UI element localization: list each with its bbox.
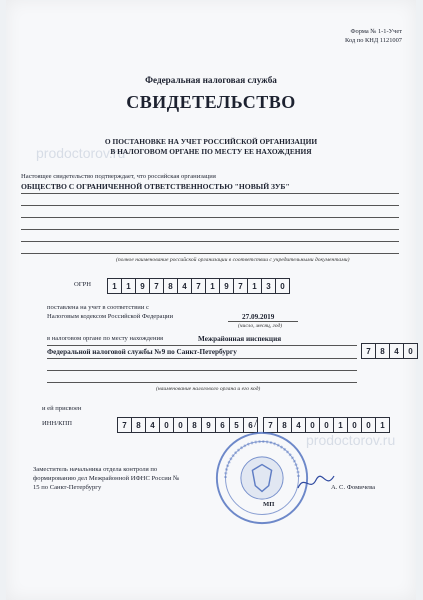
ogrn-digit: 0 [275, 278, 290, 294]
ogrn-digit: 1 [205, 278, 220, 294]
document-subtitle-2: В НАЛОГОВОМ ОРГАНЕ ПО МЕСТУ ЕЕ НАХОЖДЕНИЯ [110, 147, 312, 156]
ogrn-digit: 1 [121, 278, 136, 294]
certificate-document [6, 0, 416, 600]
rule [47, 370, 357, 371]
document-subtitle-1: О ПОСТАНОВКЕ НА УЧЕТ РОССИЙСКОЙ ОРГАНИЗАЦИИ [104, 137, 318, 146]
kpp-digit: 4 [291, 417, 306, 433]
ogrn-digit: 1 [247, 278, 262, 294]
ogrn-digit: 7 [149, 278, 164, 294]
date-caption: (число, месяц, год) [238, 323, 283, 329]
ogrn-digit: 1 [107, 278, 122, 294]
rule [228, 321, 298, 322]
kpp-digit: 0 [319, 417, 334, 433]
authority-name-2: Федеральной налоговой службы №9 по Санкт-Петербургу [47, 348, 237, 356]
inn-digit: 0 [173, 417, 188, 433]
authority-caption: (наименование налогового органа и его код) [156, 386, 261, 392]
rule [21, 229, 399, 230]
knd-code: Код по КНД 1121007 [345, 36, 402, 44]
inn-digit: 6 [243, 417, 258, 433]
organization-name: ОБЩЕСТВО С ОГРАНИЧЕННОЙ ОТВЕТСТВЕННОСТЬЮ "НОВЫЙ ЗУБ" [21, 182, 290, 191]
signer-title-1: Заместитель начальника отдела контроля по [33, 466, 158, 473]
seal-place-label: МП [263, 501, 275, 508]
kpp-digit: 0 [347, 417, 362, 433]
signer-title-3: 15 по Санкт-Петербургу [33, 484, 102, 491]
form-number: Форма № 1-1-Учет [350, 28, 402, 35]
rule [21, 205, 399, 206]
watermark-bottom: prodoctorov.ru [306, 432, 396, 448]
authority-name-1: Межрайонная инспекция [198, 335, 282, 343]
ogrn-digit: 8 [163, 278, 178, 294]
ogrn-boxes [108, 278, 290, 294]
rule [47, 382, 357, 383]
rule [21, 253, 399, 254]
ogrn-digit: 3 [261, 278, 276, 294]
authority-code-digit: 4 [389, 343, 404, 359]
assigned-text: и ей присвоен [42, 405, 82, 412]
inn-digit: 8 [131, 417, 146, 433]
inn-digit: 8 [187, 417, 202, 433]
rule [47, 345, 357, 346]
inn-digit: 9 [201, 417, 216, 433]
registered-text-2: Налоговым кодексом Российской Федерации [47, 313, 174, 320]
ogrn-digit: 7 [191, 278, 206, 294]
kpp-digit: 0 [305, 417, 320, 433]
kpp-digit: 0 [361, 417, 376, 433]
organization-caption: (полное наименование российской организации в соответствии с учредительными документами) [116, 257, 350, 263]
registration-date: 27.09.2019 [242, 313, 275, 321]
kpp-digit: 1 [375, 417, 390, 433]
ogrn-digit: 4 [177, 278, 192, 294]
confirm-text: Настоящее свидетельство подтверждает, что российская организация [21, 173, 216, 180]
authority-code-boxes [362, 343, 418, 359]
kpp-digit: 8 [277, 417, 292, 433]
authority-label: в налоговом органе по месту нахождения [47, 335, 164, 342]
ogrn-digit: 9 [135, 278, 150, 294]
signature-scribble [296, 470, 336, 494]
registered-text-1: поставлена на учет в соответствии с [47, 304, 149, 311]
authority-code-digit: 0 [403, 343, 418, 359]
inn-digit: 0 [159, 417, 174, 433]
rule [21, 217, 399, 218]
signer-name: А. С. Фомичева [331, 484, 376, 491]
inn-digit: 5 [229, 417, 244, 433]
issuer-service: Федеральная налоговая служба [145, 75, 277, 85]
ogrn-digit: 7 [233, 278, 248, 294]
ogrn-digit: 9 [219, 278, 234, 294]
kpp-digit: 1 [333, 417, 348, 433]
rule [47, 358, 357, 359]
authority-code-digit: 8 [375, 343, 390, 359]
document-title: СВИДЕТЕЛЬСТВО [126, 92, 296, 112]
rule [21, 193, 399, 194]
form-meta [345, 28, 402, 45]
inn-digit: 7 [117, 417, 132, 433]
signer-title-2: формированию дел Межрайонной ИФНС России № [33, 475, 180, 482]
authority-code-digit: 7 [361, 343, 376, 359]
rule [21, 241, 399, 242]
inn-digit: 6 [215, 417, 230, 433]
kpp-digit: 7 [263, 417, 278, 433]
inn-kpp-label: ИНН/КПП [42, 420, 73, 427]
inn-digit: 4 [145, 417, 160, 433]
watermark-top: prodoctorov.ru [36, 145, 126, 161]
ogrn-label: ОГРН [74, 281, 92, 288]
inn-kpp-separator: / [254, 416, 258, 430]
